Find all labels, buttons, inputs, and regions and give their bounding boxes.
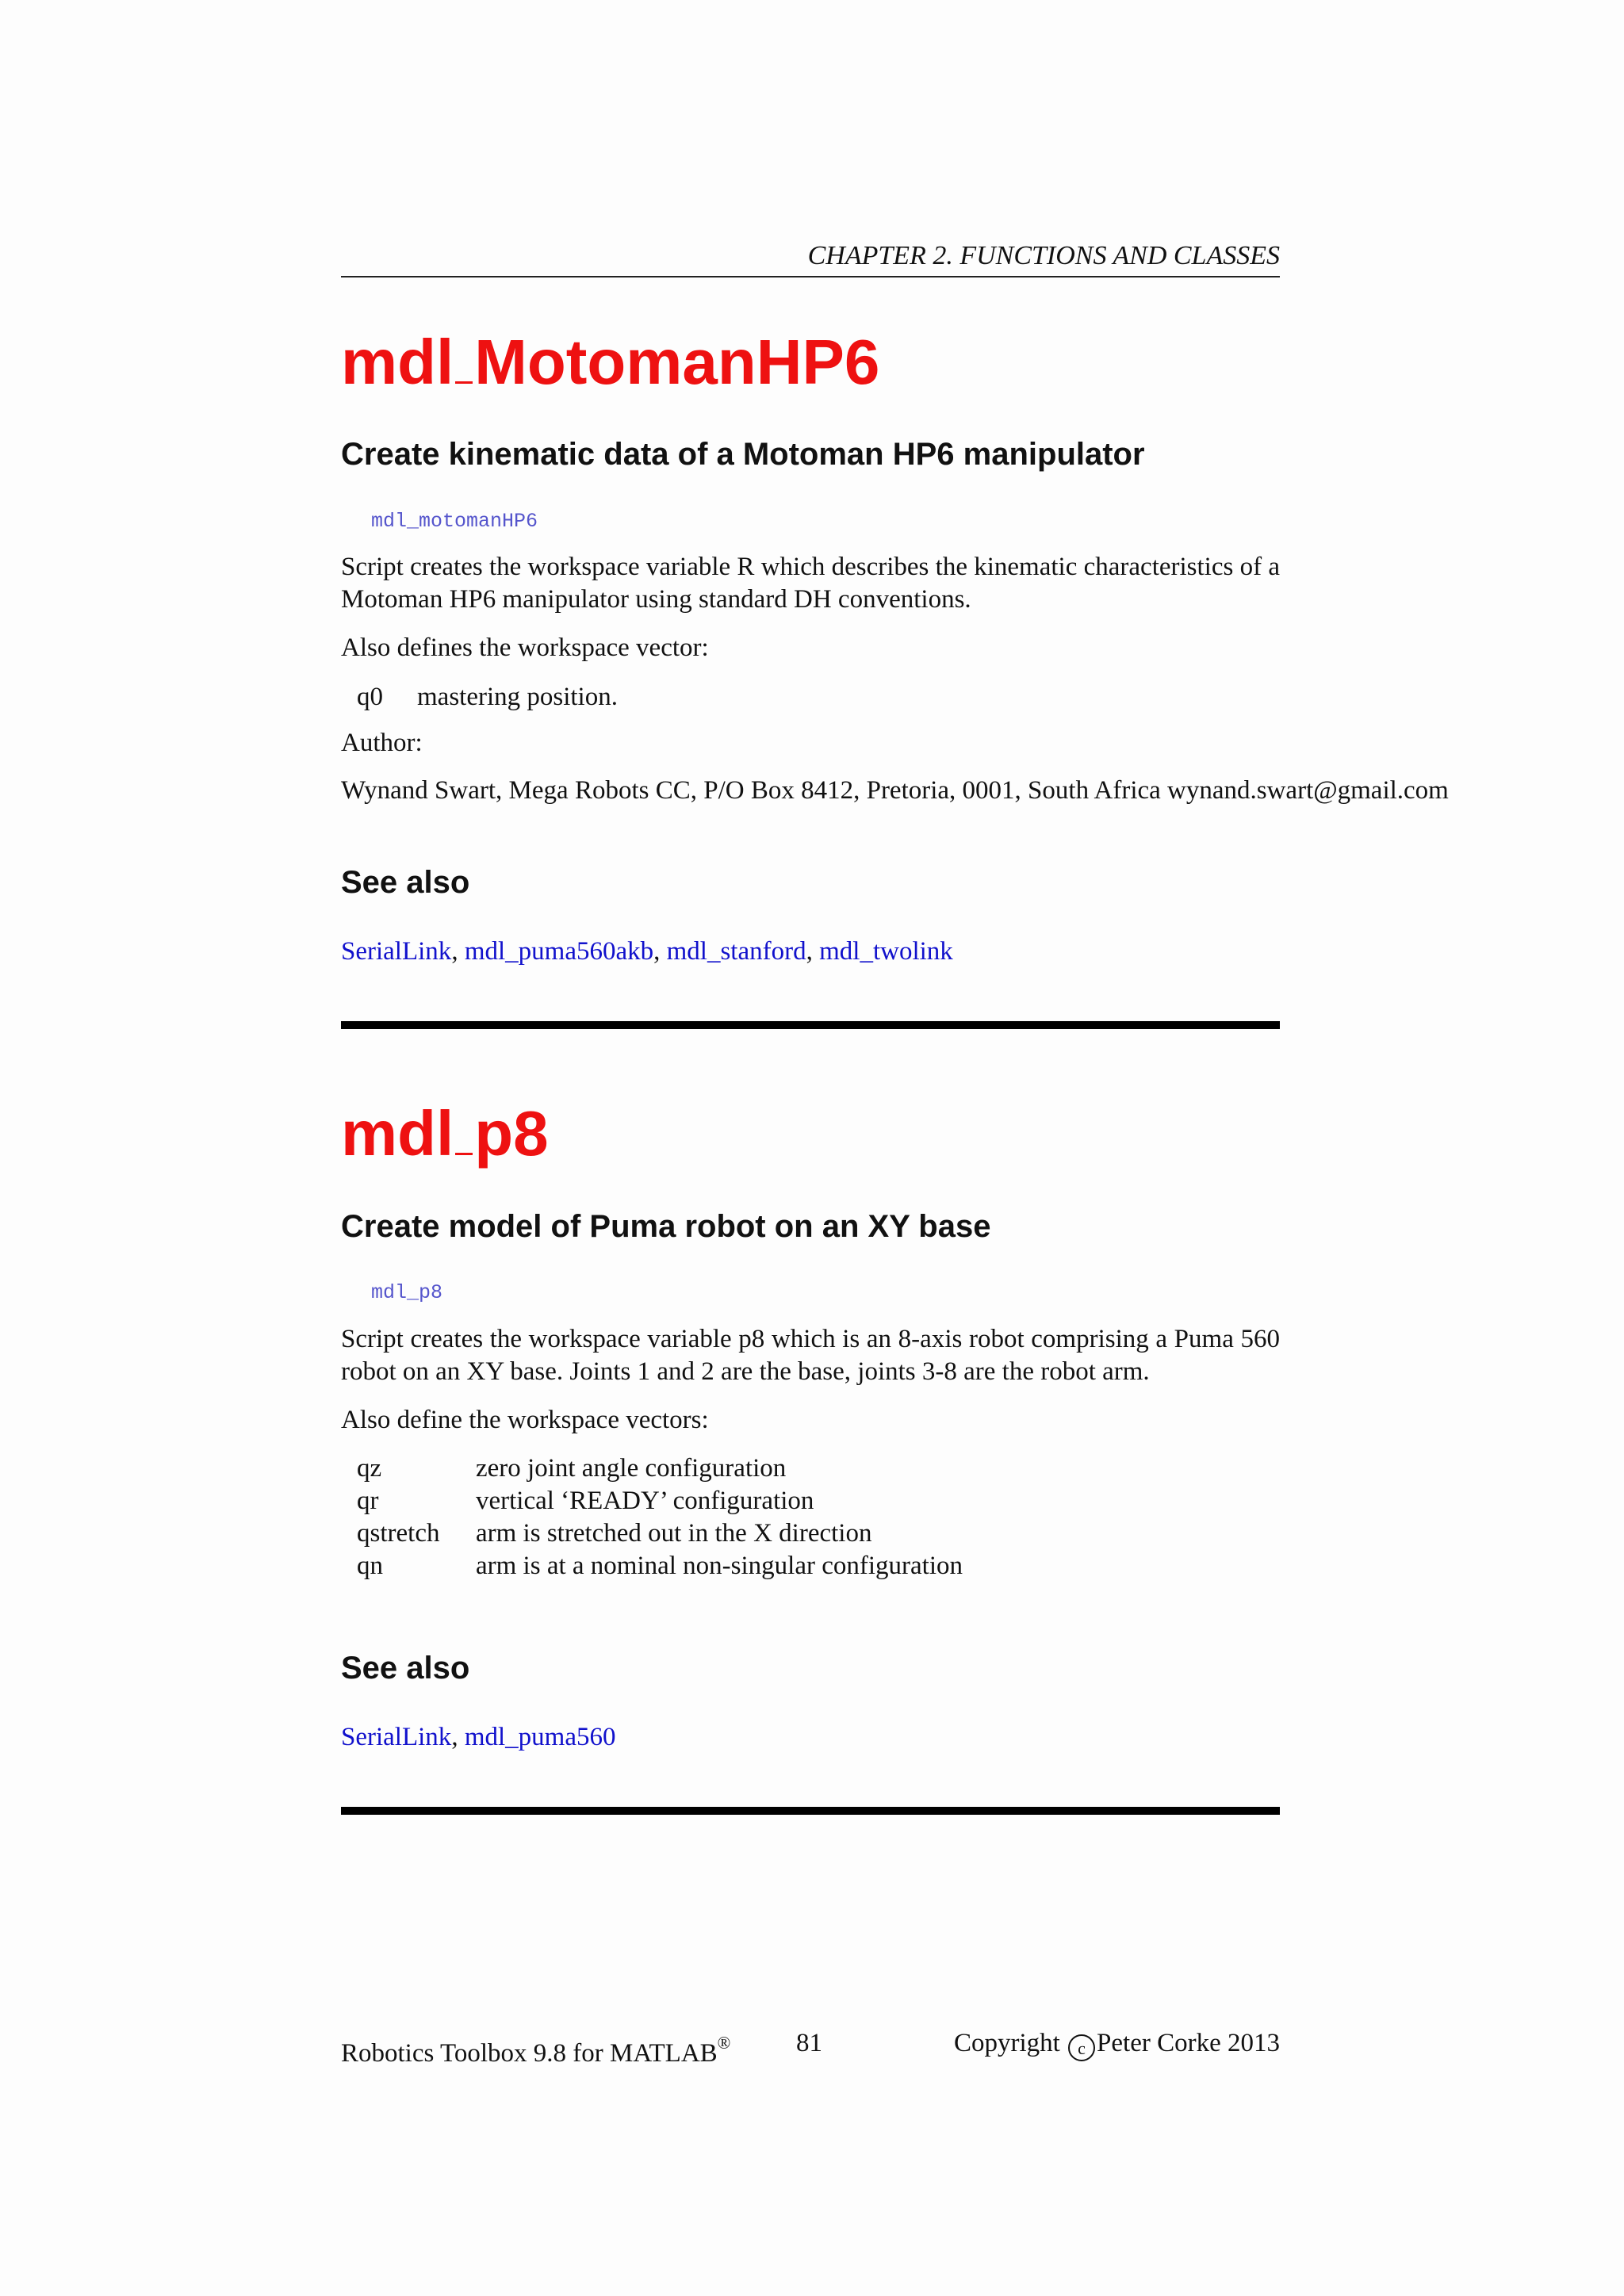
see-also-heading: See also — [341, 865, 470, 900]
author-label: Author: — [341, 729, 423, 757]
footer-copyright — [954, 2026, 1280, 2061]
variable-name: qz — [357, 1454, 382, 1483]
footer-title — [341, 2026, 730, 2071]
variable-row — [357, 681, 618, 714]
copyright-prefix: Copyright — [953, 2029, 1067, 2057]
usage-code: mdl_p8 — [371, 1281, 443, 1304]
link-seriallink[interactable]: SerialLink — [341, 1723, 452, 1751]
variable-name: qr — [357, 1487, 379, 1515]
title-suffix: p8 — [474, 1098, 549, 1169]
link-separator: , — [806, 937, 820, 966]
registered-mark: ® — [717, 2033, 731, 2053]
also-defines-text: Also define the workspace vectors: — [341, 1406, 709, 1434]
entry-title-p8 — [341, 1098, 549, 1169]
title-prefix: mdl — [341, 327, 454, 397]
variable-description: vertical ‘READY’ configuration — [476, 1487, 814, 1515]
link-separator: , — [451, 1723, 465, 1751]
section-divider — [341, 1807, 1280, 1815]
running-header: CHAPTER 2. FUNCTIONS AND CLASSES — [341, 238, 1280, 277]
variable-description: arm is stretched out in the X direction — [476, 1519, 872, 1548]
variable-description: arm is at a nominal non-singular configuration — [476, 1552, 963, 1580]
link-mdl-puma560[interactable]: mdl_puma560 — [464, 1723, 616, 1751]
title-prefix: mdl — [341, 1098, 454, 1169]
description-paragraph: Script creates the workspace variable R which describes the kinematic characteristics of a Motoman HP6 manipulator using standard DH conventions. — [341, 553, 1280, 614]
title-suffix: MotomanHP6 — [474, 327, 880, 397]
page-number: 81 — [796, 2029, 822, 2057]
link-separator: , — [653, 937, 667, 966]
section-divider — [341, 1021, 1280, 1029]
variable-name: q0 — [357, 683, 383, 711]
entry-subtitle: Create kinematic data of a Motoman HP6 manipulator — [341, 437, 1145, 472]
variable-description: zero joint angle configuration — [476, 1454, 787, 1483]
footer-title-text: Robotics Toolbox 9.8 for MATLAB — [341, 2039, 718, 2068]
author-text: Wynand Swart, Mega Robots CC, P/O Box 8412, Pretoria, 0001, South Africa wynand.swart@gmail.com — [341, 776, 1449, 805]
see-also-heading: See also — [341, 1651, 470, 1686]
usage-code: mdl_motomanHP6 — [371, 510, 538, 533]
variable-name: qn — [357, 1552, 383, 1580]
also-defines-text: Also defines the workspace vector: — [341, 633, 709, 662]
underscore-glyph — [455, 381, 473, 384]
entry-title-motomanhp6 — [341, 327, 879, 398]
variable-row — [357, 1517, 963, 1550]
underscore-glyph — [455, 1153, 473, 1155]
variable-list — [357, 1452, 963, 1582]
variable-row — [357, 1550, 963, 1582]
link-separator: , — [451, 937, 465, 966]
copyright-suffix: Peter Corke 2013 — [1097, 2029, 1280, 2057]
variable-list — [357, 681, 618, 714]
link-seriallink[interactable]: SerialLink — [341, 937, 452, 966]
variable-row — [357, 1485, 963, 1517]
link-mdl-stanford[interactable]: mdl_stanford — [666, 937, 806, 966]
link-mdl-twolink[interactable]: mdl_twolink — [819, 937, 953, 966]
variable-description: mastering position. — [417, 683, 618, 711]
variable-row — [357, 1452, 963, 1485]
entry-subtitle: Create model of Puma robot on an XY base — [341, 1209, 991, 1244]
link-mdl-puma560akb[interactable]: mdl_puma560akb — [464, 937, 654, 966]
description-paragraph: Script creates the workspace variable p8 which is an 8-axis robot comprising a Puma 560 robot on an XY base. Joints 1 and 2 are the base, joints 3-8 are the robot arm. — [341, 1325, 1280, 1386]
see-also-links — [341, 936, 953, 968]
copyright-icon: c — [1068, 2034, 1095, 2061]
see-also-links — [341, 1721, 615, 1754]
variable-name: qstretch — [357, 1519, 440, 1548]
